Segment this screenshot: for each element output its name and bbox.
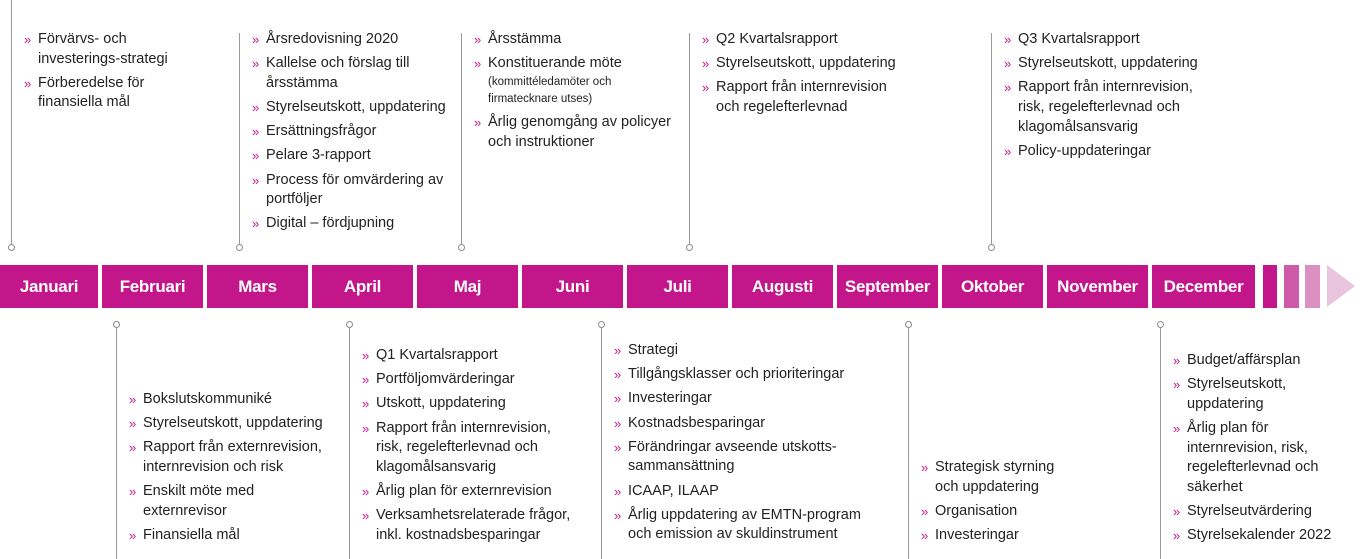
month-november: November xyxy=(1047,265,1148,308)
list-item: » Organisation xyxy=(921,502,1071,522)
month-februari: Februari xyxy=(102,265,203,308)
bottom-col-juni xyxy=(614,341,874,550)
month-juni: Juni xyxy=(522,265,623,308)
connector-dot-februari xyxy=(113,321,120,328)
list-item: » Årlig plan för internrevision, risk, regelefterlevnad och säkerhet xyxy=(1173,419,1338,497)
connector-line-maj xyxy=(461,33,462,244)
list-item: » Bokslutskommuniké xyxy=(129,390,334,410)
list-item: » Årlig uppdatering av EMTN-program och emission av skuldinstrument xyxy=(614,506,874,545)
list-item: » Ersättningsfrågor xyxy=(252,122,457,142)
connector-line-september xyxy=(908,328,909,559)
connector-dot-juli xyxy=(686,244,693,251)
connector-line-juli xyxy=(689,33,690,244)
list-item: » Digital – fördjupning xyxy=(252,214,457,234)
list-item: » Process för omvärdering av portföljer xyxy=(252,171,457,210)
list-item: » Policy-uppdateringar xyxy=(1004,142,1214,162)
list-item: » Rapport från internrevision och regelefterlevnad xyxy=(702,78,912,117)
connector-line-oktober xyxy=(991,33,992,244)
month-augusti: Augusti xyxy=(732,265,833,308)
list-item: » Verksamhetsrelaterade frågor, inkl. kostnadsbesparingar xyxy=(362,506,572,545)
connector-line-januari xyxy=(11,0,12,244)
connector-line-februari xyxy=(116,328,117,559)
top-col-juli xyxy=(702,30,912,122)
list-item: » Tillgångsklasser och prioriteringar xyxy=(614,365,874,385)
list-item: » Årlig plan för externrevision xyxy=(362,482,572,502)
connector-dot-september xyxy=(905,321,912,328)
connector-dot-juni xyxy=(598,321,605,328)
list-item: » Investeringar xyxy=(614,389,874,409)
list-item: » Förvärvs- och investerings-strategi xyxy=(24,30,194,69)
list-item: » Årsredovisning 2020 xyxy=(252,30,457,50)
list-item: » Finansiella mål xyxy=(129,526,334,546)
connector-dot-december xyxy=(1157,321,1164,328)
list-item: » Förberedelse för finansiella mål xyxy=(24,74,194,113)
month-september: September xyxy=(837,265,938,308)
top-col-januari xyxy=(24,30,194,118)
top-col-mars xyxy=(252,30,457,239)
list-item: » Investeringar xyxy=(921,526,1071,546)
list-item: » Kallelse och förslag till årsstämma xyxy=(252,54,457,93)
list-item: » Strategi xyxy=(614,341,874,361)
connector-line-mars xyxy=(239,33,240,244)
bottom-col-september xyxy=(921,458,1071,550)
month-april: April xyxy=(312,265,413,308)
list-item: » Styrelseutvärdering xyxy=(1173,502,1338,522)
list-item-note: (kommittéledamöter och firmatecknare utses) xyxy=(488,75,612,106)
list-item: » Styrelseutskott, uppdatering xyxy=(252,98,457,118)
top-col-maj xyxy=(474,30,679,157)
connector-dot-mars xyxy=(236,244,243,251)
top-col-oktober xyxy=(1004,30,1214,166)
connector-dot-januari xyxy=(8,244,15,251)
connector-dot-april xyxy=(346,321,353,328)
connector-line-juni xyxy=(601,328,602,559)
month-mars: Mars xyxy=(207,265,308,308)
list-item: » Q2 Kvartalsrapport xyxy=(702,30,912,50)
bottom-col-februari xyxy=(129,390,334,550)
list-item: » Förändringar avseende utskotts-sammansättning xyxy=(614,438,843,477)
timeline-tail-block-2 xyxy=(1284,265,1299,308)
list-item xyxy=(474,54,679,109)
list-item: » Styrelseutskott, uppdatering xyxy=(1173,375,1297,414)
list-item: » Portföljomvärderingar xyxy=(362,370,572,390)
list-item: » Budget/affärsplan xyxy=(1173,351,1338,371)
month-december: December xyxy=(1152,265,1255,308)
list-item: » Årsstämma xyxy=(474,30,679,50)
list-item: » Årlig genomgång av policyer och instruktioner xyxy=(474,113,679,152)
connector-dot-maj xyxy=(458,244,465,251)
timeline-arrow-icon xyxy=(1327,265,1355,307)
list-item-text: Konstituerande möte xyxy=(488,55,622,72)
list-item: » Pelare 3-rapport xyxy=(252,146,457,166)
bottom-col-december xyxy=(1173,351,1338,550)
month-januari: Januari xyxy=(0,265,98,308)
list-item: » Rapport från internrevision, risk, regelefterlevnad och klagomålsansvarig xyxy=(1004,78,1214,137)
month-oktober: Oktober xyxy=(942,265,1043,308)
connector-dot-oktober xyxy=(988,244,995,251)
list-item: » Strategisk styrning och uppdatering xyxy=(921,458,1071,497)
connector-line-april xyxy=(349,328,350,559)
list-item: » Enskilt möte med externrevisor xyxy=(129,482,334,521)
timeline-tail-block-3 xyxy=(1305,265,1320,308)
list-item: » Styrelseutskott, uppdatering xyxy=(129,414,334,434)
list-item: » Styrelseutskott, uppdatering xyxy=(1004,54,1214,74)
bottom-col-april xyxy=(362,346,572,550)
list-item: » Q3 Kvartalsrapport xyxy=(1004,30,1214,50)
timeline-tail-block-1 xyxy=(1263,265,1277,308)
list-item: » ICAAP, ILAAP xyxy=(614,482,874,502)
month-maj: Maj xyxy=(417,265,518,308)
connector-line-december xyxy=(1160,328,1161,559)
month-juli: Juli xyxy=(627,265,728,308)
list-item: » Q1 Kvartalsrapport xyxy=(362,346,572,366)
list-item: » Kostnadsbesparingar xyxy=(614,414,874,434)
list-item: » Styrelsekalender 2022 xyxy=(1173,526,1338,546)
list-item: » Styrelseutskott, uppdatering xyxy=(702,54,912,74)
list-item: » Utskott, uppdatering xyxy=(362,394,572,414)
list-item: » Rapport från externrevision, internrevision och risk xyxy=(129,438,334,477)
list-item: » Rapport från internrevision, risk, regelefterlevnad och klagomålsansvarig xyxy=(362,419,572,478)
